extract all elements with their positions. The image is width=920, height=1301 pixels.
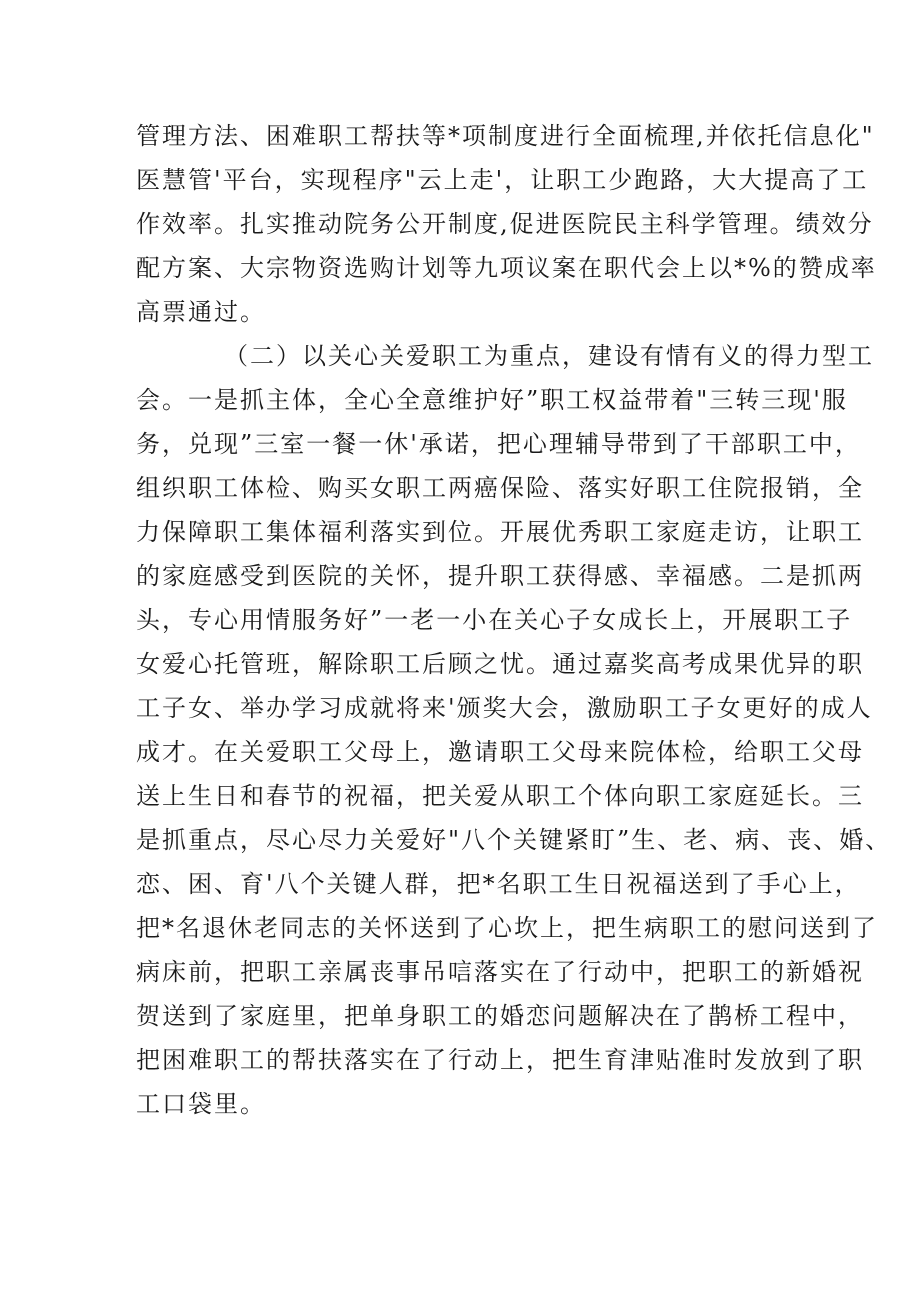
paragraph-line: 工子女、举办学习成就将来'颁奖大会，激励职工子女更好的成人 [136,694,873,722]
paragraph-line: 送上生日和春节的祝福，把关爱从职工个体向职工家庭延长。三 [136,782,864,810]
section-heading-line: （二）以关心关爱职工为重点，建设有情有义的得力型工 [224,342,874,370]
paragraph-line: 的家庭感受到医院的关怀，提升职工获得感、幸福感。二是抓两 [136,562,864,590]
paragraph-line: 作效率。扎实推动院务公开制度,促进医院民主科学管理。绩效分 [136,210,874,238]
paragraph-line: 务，兑现”三室一餐一休'承诺，把心理辅导带到了干部职工中， [136,430,861,458]
paragraph-line: 贺送到了家庭里，把单身职工的婚恋问题解决在了鹊桥工程中， [136,1002,864,1030]
paragraph-line: 把*名退休老同志的关怀送到了心坎上，把生病职工的慰问送到了 [136,914,878,942]
paragraph-line: 头，专心用情服务好”一老一小在关心子女成长上，开展职工子 [136,606,853,634]
paragraph-line: 女爱心托管班，解除职工后顾之忧。通过嘉奖高考成果优异的职 [136,650,864,678]
paragraph-line: 管理方法、困难职工帮扶等*项制度进行全面梳理,并依托信息化" [136,122,875,150]
paragraph-line: 把困难职工的帮扶落实在了行动上，把生育津贴准时发放到了职 [136,1046,864,1074]
paragraph-line: 高票通过。 [136,298,266,326]
paragraph-line: 病床前，把职工亲属丧事吊唁落实在了行动中，把职工的新婚祝 [136,958,864,986]
paragraph-line: 配方案、大宗物资选购计划等九项议案在职代会上以*%的赞成率 [136,254,877,282]
paragraph-line: 是抓重点，尽心尽力关爱好"八个关键紧盯”生、老、病、丧、婚、 [136,826,892,854]
paragraph-1 [136,114,877,334]
paragraph-line: 成才。在关爱职工父母上，邀请职工父母来院体检，给职工父母 [136,738,864,766]
paragraph-line: 恋、困、育'八个关键人群，把*名职工生日祝福送到了手心上， [136,870,861,898]
paragraph-line: 力保障职工集体福利落实到位。开展优秀职工家庭走访，让职工 [136,518,864,546]
paragraph-2 [136,334,892,1126]
paragraph-line: 组织职工体检、购买女职工两癌保险、落实好职工住院报销，全 [136,474,864,502]
paragraph-line: 会。一是抓主体，全心全意维护好”职工权益带着"三转三现'服 [136,386,848,414]
paragraph-line: 医慧管'平台，实现程序"云上走'，让职工少跑路，大大提高了工 [136,166,869,194]
paragraph-line: 工口袋里。 [136,1090,266,1118]
